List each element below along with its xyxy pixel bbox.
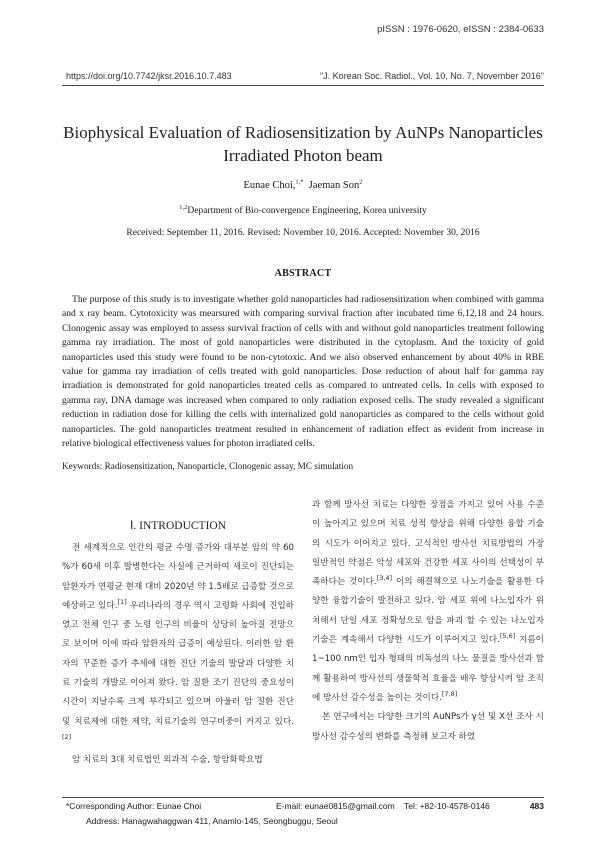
paper-title: Biophysical Evaluation of Radiosensitization by AuNPs Nanoparticles Irradiated Photon beam xyxy=(63,123,543,165)
header-divider xyxy=(62,85,544,86)
abstract-heading: ABSTRACT xyxy=(274,268,332,279)
abstract-body: The purpose of this study is to investigate whether gold nanoparticles had radiosensitization when combined with gamma and x ray beam. Cytotoxicity was mearsured with comparing survival fraction after incubated time 6,12,18 and 24 hours. Clonogenic assay was employed to assess survival fraction of cells with and without gold nanoparticles treatment following gamma ray irradiation. The most of gold nanoparticles were distributed in the cytoplasm. And the toxicity of gold nanoparticles used this study were found to be non-cytotoxic. And we also observed enhancement by about 40% in RBE value for gamma ray irradiation of cells treated with gold nanoparticles. Dose reduction of about half for gamma ray irradiation is demonstrated for gold nanoparticles treated cells as compared to untreated cells. In cells with exposed to gamma ray, DNA damage was increased when compared to only radiation exposed cells. The study revealed a significant reduction in radiation dose for killing the cells with internalized gold nanoparticles as compared to the cells without gold nanoparticles. The gold nanoparticles treatment resulted in enhancement of radiation effect as evident from increase in relative biological effectiveness values for photon irradiated cells. xyxy=(62,294,544,450)
intro-heading: Ⅰ. INTRODUCTION xyxy=(129,520,227,532)
citation-7-8: [7,8] xyxy=(441,690,458,699)
author-email[interactable]: E-mail: eunae0815@gmail.com xyxy=(276,801,395,811)
keywords: Keywords: Radiosensitization, Nanoparticle, Clonogenic assay, MC simulation xyxy=(62,461,354,471)
affiliation xyxy=(62,203,544,216)
left-column xyxy=(62,539,294,771)
affiliation-mark: 1,2 xyxy=(179,203,188,211)
intro-paragraph-3: 본 연구에서는 다양한 크기의 AuNPs가 γ선 및 X선 조사 시 방사선 감수성의 변화를 측정해 보고자 하였 xyxy=(312,712,544,742)
right-column xyxy=(312,496,544,747)
author-phone: Tel: +82-10-4578-0146 xyxy=(404,801,490,811)
citation-3-4: [3,4] xyxy=(376,574,393,583)
intro-paragraph-1: 전 세계적으로 인간의 평균 수명 증가와 대부분 암의 약 60 %가 60세 이후 발병한다는 사실에 근거하여 새로이 진단되는 암환자가 연평균 현재 대비 2020년 약 1.5배로 급증할 것으로 예상하고 있다.[1] 우리나라의 경우 역시 고령화 사회에 진입하였고 전체 인구 중 노령 인구의 비율이 상당히 높아질 전망으로 보이며 이에 따라 암환자의 급증이 예상된다. 이러한 암 환자의 꾸준한 증가 추세에 대한 진단 기술의 발달과 다양한 치료 기술의 개발로 이어져 왔다. 암 질환 조기 진단의 중요성이 시간이 지날수록 크게 부각되고 있으며 아울러 암 질환 진단 및 치료제에 대한 제약, 치료기술의 연구비중이 커지고 있다.[2] xyxy=(62,543,294,742)
author-address: Address: Hanagwahaggwan 411, Anamlo-145, Seongbuggu, Seoul xyxy=(86,816,338,826)
citation-5-6: [5,6] xyxy=(499,632,516,641)
page-number: 483 xyxy=(529,801,544,811)
doi-link[interactable]: https://doi.org/10.7742/jksr.2016.10.7.483 xyxy=(66,71,232,81)
intro-paragraph-2-cont: 과 함께 방사선 치료는 다양한 장점을 가지고 있어 사용 수준이 높아지고 있으며 치료 성적 향상을 위해 다양한 융합 기술의 시도가 이어지고 있다. 고식적인 방사선 치료방법의 가장 일반적인 약점은 악성 세포와 건강한 세포 사이의 선택성이 부족하다는 것이다.[3,4] 이의 해결책으로 나노기술을 활용한 다양한 융합기술이 발전하고 있다. 암 세포 위에 나노입자가 위치해서 단일 세포 정확성으로 암을 파괴 할 수 있는 나노입자 기술은 계속해서 다양한 시도가 이루어지고 있다.[5,6] 지름이 1~100 nm인 입자 형태의 비독성의 나노 물질을 방사선과 함께 활용하여 방사선의 생물학적 효율을 배우 향상시켜 암 조직에 방사선 감수성을 높이는 것이다.[7,8] xyxy=(312,500,545,703)
citation-2: [2] xyxy=(62,733,72,742)
footer-divider xyxy=(62,797,544,798)
affiliation-text: Department of Bio-convergence Engineering, Korea university xyxy=(187,206,427,216)
corresponding-author: *Corresponding Author: Eunae Choi xyxy=(66,801,202,811)
intro-paragraph-2: 암 치료의 3대 치료법인 외과적 수술, 항암화학요법 xyxy=(72,755,263,766)
author-1: Eunae Choi, xyxy=(243,180,296,191)
received-dates: Received: September 11, 2016. Revised: November 10, 2016. Accepted: November 30, 2016 xyxy=(126,228,480,238)
author-1-mark: 1,* xyxy=(295,178,304,186)
author-2: Jaeman Son xyxy=(308,180,360,191)
citation-1: [1] xyxy=(117,598,127,607)
author-2-mark: 2 xyxy=(359,178,363,186)
issn-line: pISSN : 1976-0620, eISSN : 2384-0633 xyxy=(377,24,544,35)
journal-citation: "J. Korean Soc. Radiol., Vol. 10, No. 7, November 2016" xyxy=(319,71,544,81)
author-line xyxy=(62,180,544,191)
